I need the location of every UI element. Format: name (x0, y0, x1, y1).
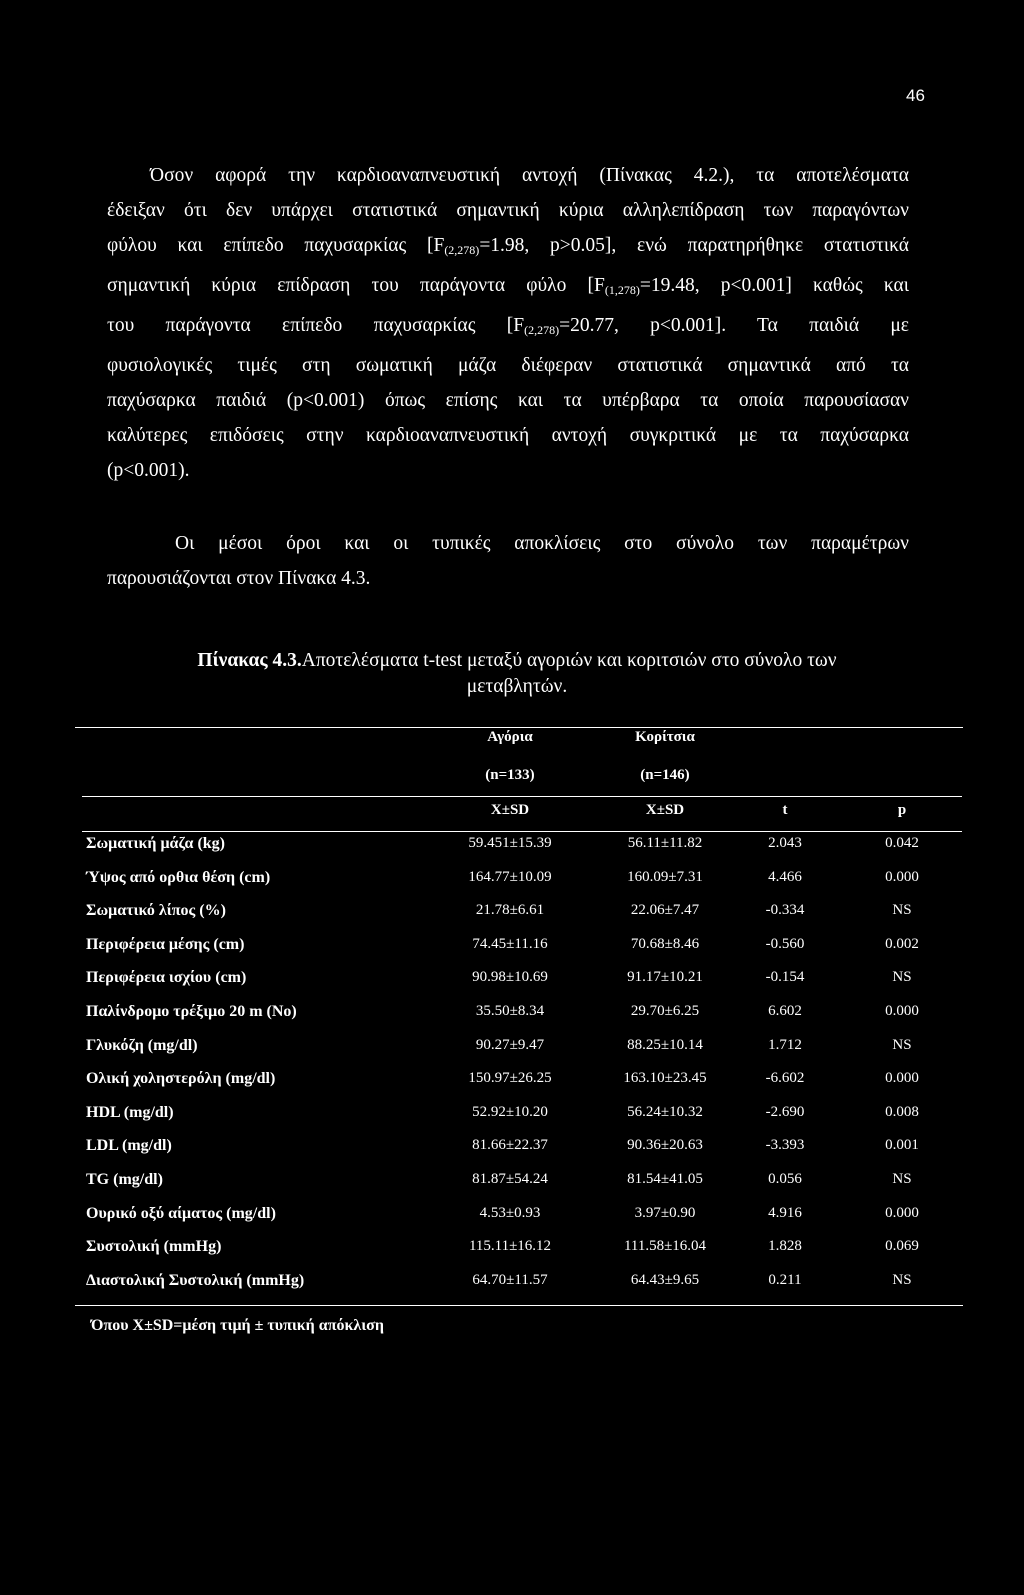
header-boys: Αγόρια (487, 729, 533, 745)
row-label: Ολική χοληστερόλη (mg/dl) (86, 1070, 276, 1087)
table-caption-text-2: μεταβλητών. (466, 676, 568, 697)
cell-p: NS (892, 902, 912, 918)
cell-boys: 4.53±0.93 (479, 1205, 541, 1221)
cell-boys: 90.27±9.47 (475, 1037, 545, 1053)
table-caption-text: Αποτελέσματα t-test μεταξύ αγοριών και κοριτσιών στο σύνολο των (301, 650, 837, 671)
cell-boys: 52.92±10.20 (472, 1104, 548, 1120)
col-header-p: p (897, 802, 907, 818)
cell-girls: 81.54±41.05 (627, 1171, 703, 1187)
cell-t: -6.602 (765, 1070, 805, 1086)
table-caption-label: Πίνακας 4.3. (197, 650, 302, 671)
cell-p: 0.000 (885, 1070, 919, 1086)
cell-boys: 150.97±26.25 (468, 1070, 552, 1086)
cell-p: NS (892, 1171, 912, 1187)
row-label: TG (mg/dl) (86, 1171, 163, 1188)
cell-t: 0.056 (768, 1171, 802, 1187)
cell-boys: 59.451±15.39 (468, 835, 552, 851)
cell-girls: 90.36±20.63 (627, 1137, 703, 1153)
cell-t: 1.712 (768, 1037, 802, 1053)
table-bottom-rule (75, 1305, 963, 1306)
row-label: LDL (mg/dl) (86, 1137, 172, 1154)
paragraph-line: φυσιολογικές τιμές στη σωματική μάζα διέφεραν στατιστικά σημαντικά από τα (107, 355, 909, 376)
cell-p: 0.000 (885, 1205, 919, 1221)
cell-t: 4.466 (768, 869, 802, 885)
cell-t: 4.916 (768, 1205, 802, 1221)
paragraph-line: καλύτερες επιδόσεις στην καρδιοαναπνευστική αντοχή συγκριτικά με τα παχύσαρκα (107, 425, 909, 446)
table-caption (122, 648, 912, 700)
paragraph-line: σημαντική κύρια επίδραση του παράγοντα φύλο [$F_{(1,278)}=19.48$, p<0.001] καθώς και (107, 275, 910, 297)
cell-p: 0.002 (885, 936, 919, 952)
paragraph-line: παρουσιάζονται στον Πίνακα 4.3. (107, 568, 371, 589)
cell-p: NS (892, 969, 912, 985)
cell-p: NS (892, 1037, 912, 1053)
row-label: Σωματικό λίπος (%) (86, 902, 226, 919)
cell-boys: 115.11±16.12 (468, 1238, 552, 1254)
cell-boys: 21.78±6.61 (475, 902, 545, 918)
cell-p: 0.000 (885, 1003, 919, 1019)
col-header-girls-xsd: X±SD (645, 802, 685, 818)
cell-girls: 111.58±16.04 (623, 1238, 707, 1254)
row-label: Διαστολική Συστολική (mmHg) (86, 1272, 305, 1289)
table-subheader-rule (82, 831, 962, 832)
cell-boys: 164.77±10.09 (468, 869, 552, 885)
cell-p: 0.008 (885, 1104, 919, 1120)
header-girls: Κορίτσια (635, 729, 695, 745)
paragraph-table-intro (107, 526, 909, 596)
paragraph-line: παχύσαρκα παιδιά (p<0.001) όπως επίσης και τα υπέρβαρα τα οποία παρουσίασαν (107, 390, 909, 411)
cell-girls: 56.11±11.82 (627, 835, 703, 851)
cell-t: 2.043 (768, 835, 802, 851)
header-boys-n: (n=133) (485, 767, 535, 783)
row-label: Παλίνδρομο τρέξιμο 20 m (No) (86, 1003, 297, 1020)
row-label: HDL (mg/dl) (86, 1104, 174, 1121)
row-label: Συστολική (mmHg) (86, 1238, 222, 1255)
row-label: Ουρικό οξύ αίματος (mg/dl) (86, 1205, 276, 1222)
page-number: 46 (906, 86, 925, 105)
cell-boys: 35.50±8.34 (475, 1003, 545, 1019)
cell-girls: 56.24±10.32 (627, 1104, 703, 1120)
table-header-rule (82, 796, 962, 797)
row-label: Γλυκόζη (mg/dl) (86, 1037, 198, 1054)
paragraph-line: Όσον αφορά την καρδιοαναπνευστική αντοχή (Πίνακας 4.2.), τα αποτελέσματα (150, 165, 909, 186)
cell-boys: 64.70±11.57 (472, 1272, 548, 1288)
cell-boys: 81.66±22.37 (472, 1137, 548, 1153)
cell-t: -3.393 (765, 1137, 805, 1153)
cell-boys: 81.87±54.24 (472, 1171, 548, 1187)
cell-t: -0.334 (765, 902, 805, 918)
cell-p: 0.069 (885, 1238, 919, 1254)
paragraph-line: Οι μέσοι όροι και οι τυπικές αποκλίσεις στο σύνολο των παραμέτρων (175, 533, 909, 554)
cell-p: 0.042 (885, 835, 919, 851)
cell-girls: 64.43±9.65 (630, 1272, 700, 1288)
paragraph-results (107, 158, 909, 488)
cell-girls: 163.10±23.45 (623, 1070, 707, 1086)
cell-t: 1.828 (768, 1238, 802, 1254)
cell-girls: 160.09±7.31 (627, 869, 703, 885)
paragraph-line: του παράγοντα επίπεδο παχυσαρκίας [$F_{(2,278)}=20.77$, p<0.001]. Τα παιδιά με (107, 315, 909, 337)
table-footnote: Όπου X±SD=μέση τιμή ± τυπική απόκλιση (91, 1317, 384, 1334)
cell-girls: 70.68±8.46 (630, 936, 700, 952)
cell-girls: 3.97±0.90 (634, 1205, 696, 1221)
paragraph-line: φύλου και επίπεδο παχυσαρκίας [$F_{(2,278)}=1.98$, p>0.05], ενώ παρατηρήθηκε στατιστικά (107, 235, 909, 257)
col-header-t: t (782, 802, 788, 818)
row-label: Περιφέρεια μέσης (cm) (86, 936, 245, 953)
cell-t: -0.560 (765, 936, 805, 952)
row-label: Περιφέρεια ισχίου (cm) (86, 969, 247, 986)
cell-t: -2.690 (765, 1104, 805, 1120)
cell-t: -0.154 (765, 969, 805, 985)
cell-girls: 88.25±10.14 (627, 1037, 703, 1053)
cell-p: 0.000 (885, 869, 919, 885)
cell-girls: 91.17±10.21 (627, 969, 703, 985)
header-girls-n: (n=146) (640, 767, 690, 783)
table-top-rule (75, 727, 963, 728)
paragraph-line: (p<0.001). (107, 460, 190, 481)
cell-t: 6.602 (768, 1003, 802, 1019)
cell-p: NS (892, 1272, 912, 1288)
cell-boys: 90.98±10.69 (472, 969, 548, 985)
cell-boys: 74.45±11.16 (472, 936, 548, 952)
row-label: Σωματική μάζα (kg) (86, 835, 226, 852)
paragraph-line: έδειξαν ότι δεν υπάρχει στατιστικά σημαντική κύρια αλληλεπίδραση των παραγόντων (107, 200, 909, 221)
cell-girls: 22.06±7.47 (630, 902, 700, 918)
cell-p: 0.001 (885, 1137, 919, 1153)
cell-t: 0.211 (768, 1272, 802, 1288)
col-header-boys-xsd: X±SD (490, 802, 530, 818)
cell-girls: 29.70±6.25 (630, 1003, 700, 1019)
row-label: Ύψος από ορθια θέση (cm) (86, 869, 271, 886)
